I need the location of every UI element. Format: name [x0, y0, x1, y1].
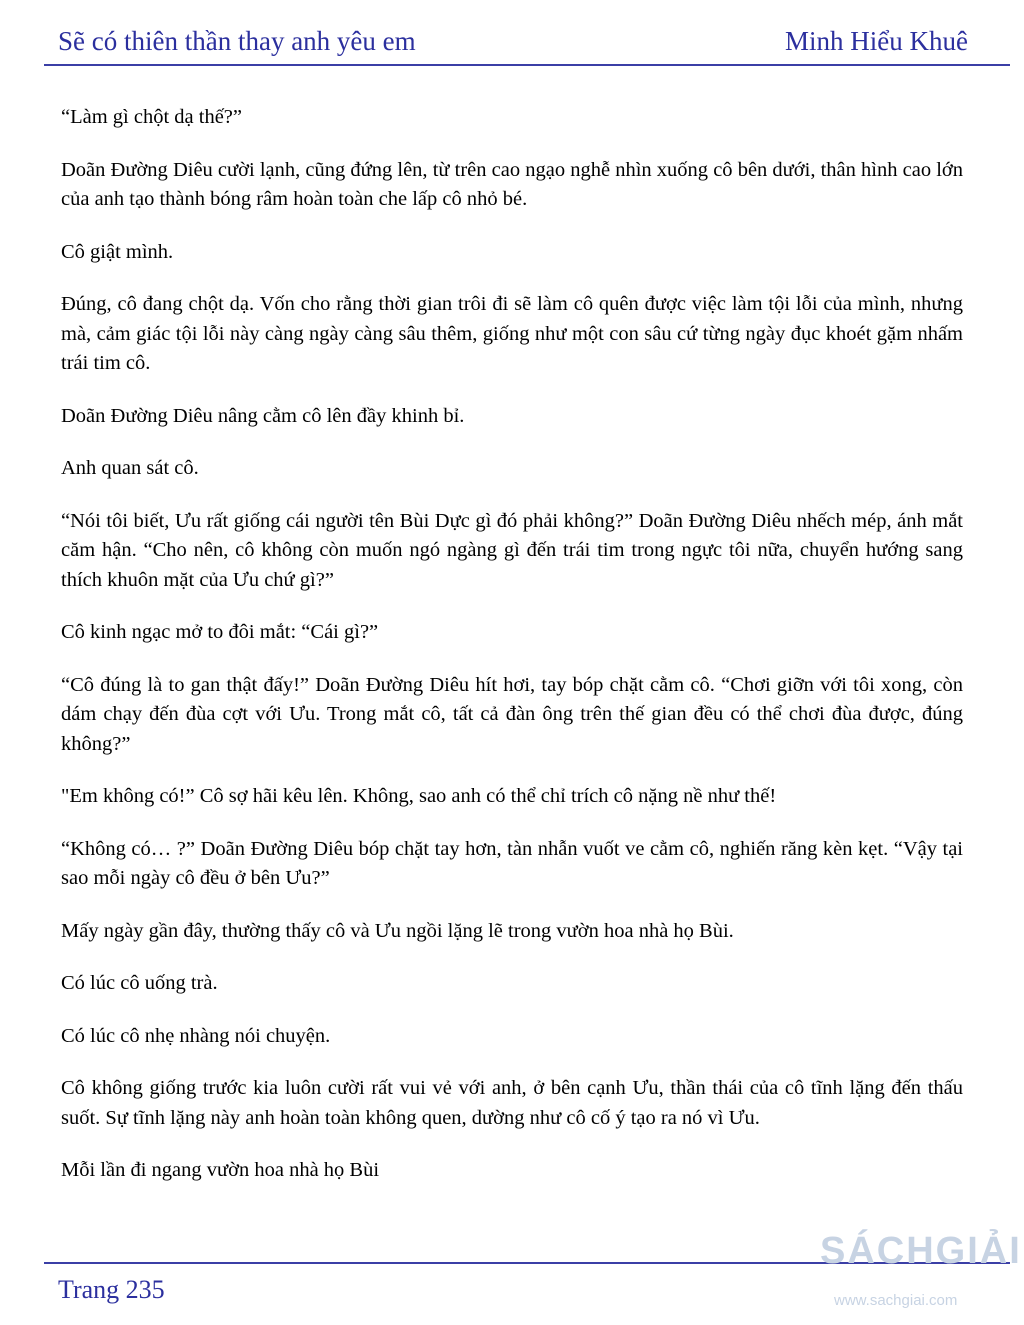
paragraph: “Làm gì chột dạ thế?”	[61, 106, 242, 128]
page-body	[61, 103, 963, 1209]
paragraph: Cô giật mình.	[61, 240, 174, 263]
watermark-brand: SÁCHGIẢI	[820, 1230, 1022, 1272]
paragraph: Doãn Đường Diêu cười lạnh, cũng đứng lên, từ trên cao ngạo nghễ nhìn xuống cô bên dưới, thân hình cao lớn của anh tạo thành bóng râm hoàn toàn che lấp cô nhỏ bé.	[61, 158, 963, 210]
paragraph: Anh quan sát cô.	[61, 457, 199, 479]
paragraph: “Không có… ?” Doãn Đường Diêu bóp chặt tay hơn, tàn nhẫn vuốt ve cằm cô, nghiến răng kèn kẹt. “Vậy tại sao mỗi ngày cô đều ở bên Ưu?”	[61, 837, 963, 889]
header-rule	[44, 64, 1010, 66]
paragraph: Cô kinh ngạc mở to đôi mắt: “Cái gì?”	[61, 621, 379, 643]
paragraph: Có lúc cô uống trà.	[61, 972, 218, 994]
page-header	[58, 22, 968, 62]
paragraph: Mỗi lần đi ngang vườn hoa nhà họ Bùi	[61, 1159, 380, 1181]
paragraph: Đúng, cô đang chột dạ. Vốn cho rằng thời gian trôi đi sẽ làm cô quên được việc làm tội lỗi của mình, nhưng mà, cảm giác tội lỗi này càng ngày càng sâu thêm, giống như một con sâu cứ từng ngày đục khoét gặm nhấm trái tim cô.	[61, 293, 963, 374]
author-name: Minh Hiểu Khuê	[785, 26, 968, 56]
paragraph: "Em không có!” Cô sợ hãi kêu lên. Không, sao anh có thể chỉ trích cô nặng nề như thế!	[61, 785, 777, 807]
paragraph: Doãn Đường Diêu nâng cằm cô lên đầy khinh bỉ.	[61, 404, 465, 427]
paragraph: Có lúc cô nhẹ nhàng nói chuyện.	[61, 1024, 331, 1047]
paragraph: Mấy ngày gần đây, thường thấy cô và Ưu ngồi lặng lẽ trong vườn hoa nhà họ Bùi.	[61, 919, 734, 942]
book-title: Sẽ có thiên thần thay anh yêu em	[58, 26, 416, 56]
page-number: Trang 235	[58, 1275, 165, 1304]
paragraph: “Nói tôi biết, Ưu rất giống cái người tên Bùi Dực gì đó phải không?” Doãn Đường Diêu nhếch mép, ánh mắt căm hận. “Cho nên, cô không còn muốn ngó ngàng gì đến trái tim trong ngực tôi nữa, chuyển hướng sang thích khuôn mặt của Ưu chứ gì?”	[61, 509, 963, 591]
paragraph: “Cô đúng là to gan thật đấy!” Doãn Đường Diêu hít hơi, tay bóp chặt cằm cô. “Chơi giỡn với tôi xong, còn dám chạy đến đùa cợt với Ưu. Trong mắt cô, tất cả đàn ông trên thế gian đều có thể chơi đùa được, đúng không?”	[61, 673, 963, 755]
paragraph: Cô không giống trước kia luôn cười rất vui vẻ với anh, ở bên cạnh Ưu, thần thái của cô tĩnh lặng đến thấu suốt. Sự tĩnh lặng này anh hoàn toàn không quen, dường như cô cố ý tạo ra nó vì Ưu.	[61, 1077, 963, 1129]
watermark-logo	[820, 1222, 1020, 1318]
watermark-url: www.sachgiai.com	[834, 1292, 958, 1309]
